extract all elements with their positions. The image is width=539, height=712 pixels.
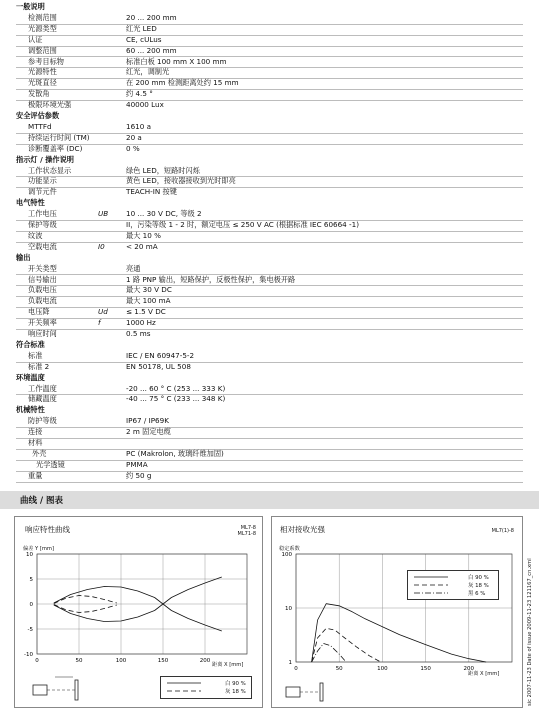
spec-label: 标准 2 <box>28 361 50 371</box>
spec-label: 材料 <box>28 438 43 447</box>
section-label: 符合标准 <box>16 339 45 349</box>
series-line <box>54 596 117 604</box>
spec-section-heading <box>16 2 523 13</box>
spec-value: 红光 LED <box>126 23 157 33</box>
x-tick-label: 0 <box>294 666 298 672</box>
spec-label: 参考目标物 <box>28 56 64 66</box>
document-issue-info: sic 2007-11-23 Date of issue 2009-11-23 121167_cn.xml <box>527 558 533 706</box>
spec-label: MTTFd <box>28 121 52 131</box>
spec-value: 最大 30 V DC <box>126 285 172 295</box>
spec-value: 40000 Lux <box>126 100 164 110</box>
spec-section-heading <box>16 405 523 416</box>
spec-label: 发散角 <box>28 89 50 99</box>
spec-value: 最大 100 mA <box>126 296 171 306</box>
spec-label: 信号输出 <box>28 274 57 284</box>
sensor-sketch <box>286 687 300 697</box>
y-tick-label: 10 <box>285 606 292 612</box>
spec-label: 光源类型 <box>28 23 57 33</box>
chart-title: 相对接收光强 <box>280 525 325 534</box>
sensor-sketch <box>33 685 47 695</box>
spec-value: IP67 / IP69K <box>126 416 169 426</box>
spec-section-heading <box>16 155 523 166</box>
spec-label: 标准 <box>28 350 43 360</box>
spec-label: 外壳 <box>32 448 47 458</box>
x-axis-label: 距离 X [mm] <box>468 671 500 677</box>
spec-value: -20 ... 60 ° C (253 ... 333 K) <box>126 383 226 393</box>
spec-value: 1000 Hz <box>126 318 156 328</box>
spec-section-heading <box>16 253 523 264</box>
spec-label: 储藏温度 <box>28 394 57 404</box>
y-tick-label: 1 <box>288 660 292 666</box>
relative-intensity-chart <box>272 517 522 707</box>
spec-value: 约 50 g <box>126 470 152 480</box>
spec-symbol: Ud <box>98 307 108 317</box>
spec-label: 负载电流 <box>28 296 57 306</box>
spec-value: PMMA <box>126 459 148 469</box>
spec-label: 功能显示 <box>28 176 57 186</box>
spec-label: 连接 <box>28 427 43 437</box>
y-tick-label: -10 <box>24 652 33 658</box>
spec-value: 最大 10 % <box>126 230 161 240</box>
section-label: 安全评估参数 <box>16 111 60 120</box>
y-tick-label: 100 <box>281 552 292 558</box>
spec-label: 持续运行时间 (TM) <box>28 132 90 142</box>
x-tick-label: 50 <box>335 666 343 672</box>
spec-value: -40 ... 75 ° C (233 ... 348 K) <box>126 394 226 404</box>
spec-label: 诊断覆盖率 (DC) <box>28 143 83 153</box>
y-tick-label: 5 <box>29 577 33 583</box>
spec-value: PC (Makrolon, 玻璃纤维加固) <box>126 448 224 458</box>
spec-value: 在 200 mm 检测距离处约 15 mm <box>126 78 239 88</box>
spec-label: 工作状态显示 <box>28 165 72 175</box>
chart-legend <box>407 570 499 600</box>
spec-label: 纹波 <box>28 230 43 240</box>
spec-value: < 20 mA <box>126 241 158 251</box>
x-tick-label: 50 <box>75 658 83 664</box>
x-tick-label: 0 <box>35 658 39 664</box>
spec-value: 亮通 <box>126 263 141 273</box>
spec-symbol: I0 <box>98 241 105 251</box>
curves-section-band <box>0 491 539 509</box>
section-label: 指示灯 / 操作说明 <box>16 154 74 164</box>
spec-value: 黄色 LED，接收器接收到光时即亮 <box>126 176 236 186</box>
x-tick-label: 100 <box>377 666 388 672</box>
model-code: ML7(1)-8 <box>491 528 514 534</box>
spec-value: 10 ... 30 V DC, 等级 2 <box>126 209 202 219</box>
spec-value: 20 a <box>126 132 142 142</box>
spec-value: 标准白板 100 mm X 100 mm <box>126 56 227 66</box>
series-line <box>312 644 347 663</box>
spec-symbol: f <box>98 318 101 328</box>
spec-section-heading <box>16 198 523 209</box>
spec-label: 光学透镜 <box>36 459 65 469</box>
spec-value: CE, cULus <box>126 34 162 44</box>
spec-row <box>16 471 523 483</box>
x-tick-label: 100 <box>115 658 127 664</box>
spec-value: 0.5 ms <box>126 329 151 338</box>
spec-value: EN 50178, UL 508 <box>126 361 191 371</box>
spec-value: 约 4.5 ° <box>126 89 153 99</box>
section-label: 输出 <box>16 252 31 262</box>
spec-label: 调节元件 <box>28 187 57 197</box>
spec-value: TEACH-IN 按键 <box>126 187 177 197</box>
spec-label: 电压降 <box>28 307 50 317</box>
spec-section-heading <box>16 340 523 351</box>
y-axis-label: 稳定系数 <box>279 546 300 552</box>
spec-label: 保护等级 <box>28 220 57 229</box>
section-label: 电气特性 <box>16 198 45 208</box>
spec-value: 60 ... 200 mm <box>126 45 177 55</box>
spec-value: 2 m 固定电缆 <box>126 427 171 437</box>
spec-value: II，污染等级 1 - 2 时，额定电压 ≤ 250 V AC (根据标准 IEC 60664 -1) <box>126 220 359 229</box>
chart-legend <box>160 676 252 699</box>
spec-value: 绿色 LED，短路时闪烁 <box>126 165 200 175</box>
section-label: 一般说明 <box>16 2 45 11</box>
legend-label: 灰 18 % <box>225 689 246 695</box>
response-curve-panel <box>14 516 263 708</box>
spec-label: 光源特性 <box>28 67 57 77</box>
spec-value: 1610 a <box>126 121 151 131</box>
spec-value: 红光，调制光 <box>126 67 170 77</box>
curves-section-title: 曲线 / 图表 <box>20 496 64 506</box>
legend-label: 白 90 % <box>468 575 489 581</box>
x-tick-label: 150 <box>420 666 431 672</box>
spec-label: 开关类型 <box>28 263 57 273</box>
spec-label: 调整范围 <box>28 45 57 55</box>
x-tick-label: 150 <box>157 658 169 664</box>
legend-label: 白 90 % <box>225 681 246 687</box>
spec-label: 响应时间 <box>28 329 57 338</box>
spec-section-heading <box>16 373 523 384</box>
spec-label: 工作温度 <box>28 383 57 393</box>
target-sketch <box>320 683 323 701</box>
spec-label: 重量 <box>28 470 43 480</box>
y-tick-label: 10 <box>26 552 33 558</box>
chart-title: 响应特性曲线 <box>25 525 70 534</box>
y-tick-label: -5 <box>27 627 33 633</box>
spec-value: 0 % <box>126 143 140 153</box>
section-label: 机械特性 <box>16 405 45 415</box>
spec-section-heading <box>16 111 523 122</box>
model-code: ML7-8 <box>240 525 256 531</box>
spec-label: 空载电流 <box>28 241 57 251</box>
y-axis-label: 偏差 Y [mm] <box>23 546 54 552</box>
spec-value: IEC / EN 60947-5-2 <box>126 350 195 360</box>
spec-symbol: UB <box>98 209 109 219</box>
model-code: ML71-8 <box>237 531 256 537</box>
spec-value: 20 ... 200 mm <box>126 12 177 22</box>
legend-label: 灰 18 % <box>468 583 489 589</box>
spec-label: 负载电压 <box>28 285 57 295</box>
spec-value: ≤ 1.5 V DC <box>126 307 166 317</box>
section-label: 环境温度 <box>16 372 45 382</box>
spec-value: 1 路 PNP 输出，短路保护，反极性保护，集电极开路 <box>126 274 296 284</box>
spec-label: 极限环境光强 <box>28 100 72 110</box>
spec-label: 开关频率 <box>28 318 57 328</box>
spec-label: 光斑直径 <box>28 78 57 88</box>
x-tick-label: 200 <box>463 666 475 672</box>
legend-label: 黑 6 % <box>468 591 486 597</box>
target-sketch <box>75 680 78 700</box>
spec-label: 工作电压 <box>28 209 57 219</box>
spec-label: 检测范围 <box>28 12 57 22</box>
x-tick-label: 200 <box>199 658 211 664</box>
y-tick-label: 0 <box>29 602 33 608</box>
relative-intensity-panel <box>271 516 523 708</box>
spec-label: 防护等级 <box>28 416 57 426</box>
x-axis-label: 距离 X [mm] <box>212 662 244 668</box>
series-line <box>54 605 117 613</box>
spec-label: 认证 <box>28 34 43 44</box>
